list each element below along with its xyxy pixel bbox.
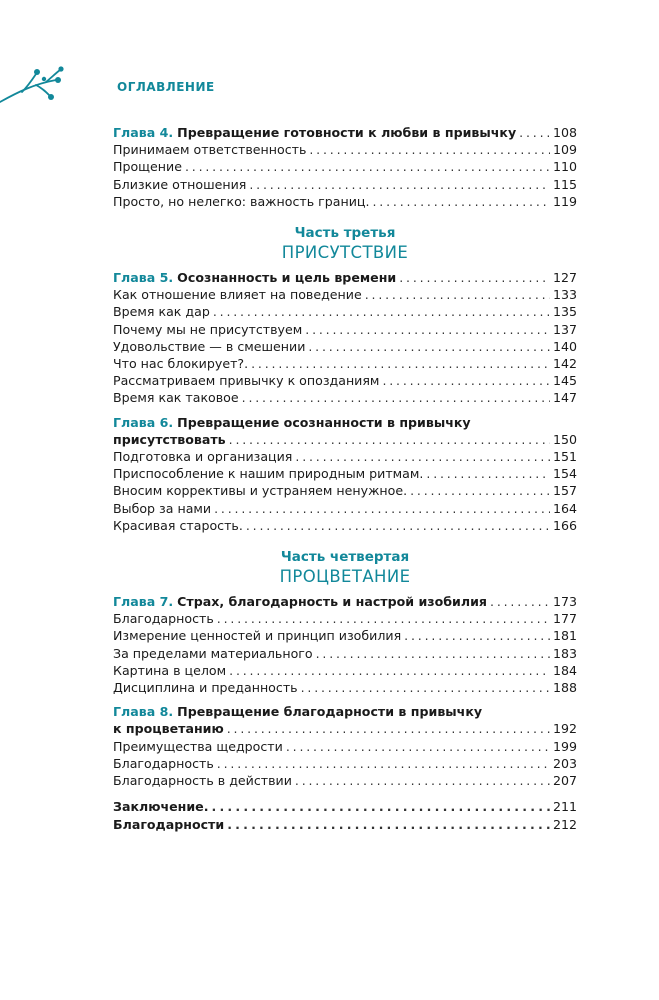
toc-item-text: Прощение	[113, 159, 182, 175]
toc-item-text: Благодарность в действии	[113, 773, 292, 789]
toc-item-text: Почему мы не присутствуем	[113, 321, 303, 337]
page-number: 142	[552, 356, 577, 372]
page-number: 135	[552, 304, 577, 320]
leader-dots	[410, 482, 550, 499]
toc-item[interactable]	[113, 372, 577, 389]
toc-item-text: Удовольствие — в смешении	[113, 338, 306, 354]
leader-dots	[212, 798, 550, 815]
toc-item-text: Заключение.	[113, 799, 209, 815]
toc-item[interactable]	[113, 338, 577, 355]
chapter-entry-line1[interactable]	[113, 414, 577, 431]
toc-item[interactable]	[113, 610, 577, 627]
page-number: 145	[552, 373, 577, 389]
page-number: 109	[552, 142, 577, 158]
page-number: 192	[552, 721, 577, 737]
chapter-title: Превращение готовности к любви в привычку	[177, 125, 517, 140]
leader-dots	[217, 755, 550, 772]
leader-dots	[217, 610, 550, 627]
leader-dots	[242, 389, 550, 406]
page-number: 173	[552, 594, 577, 610]
page-number: 154	[552, 466, 577, 482]
chapter-title: Страх, благодарность и настрой изобилия	[177, 594, 488, 610]
chapter-title-cont: к процветанию	[113, 721, 224, 737]
toc-item[interactable]	[113, 176, 577, 193]
leader-dots	[286, 738, 550, 755]
toc-item-text: Близкие отношения	[113, 176, 247, 192]
leader-dots	[309, 141, 550, 158]
part-number: Часть третья	[294, 225, 396, 242]
page-number: 127	[552, 270, 577, 286]
leader-dots	[399, 269, 550, 286]
leader-dots	[295, 772, 550, 789]
toc-item[interactable]	[113, 679, 577, 696]
page-number: 140	[552, 338, 577, 354]
toc-item-text: Подготовка и организация	[113, 449, 293, 465]
part-title: ПРОЦВЕТАНИЕ	[279, 567, 411, 587]
toc-item[interactable]	[113, 141, 577, 158]
page-number: 181	[552, 628, 577, 644]
chapter-entry[interactable]	[113, 593, 577, 610]
toc-item[interactable]	[113, 482, 577, 499]
toc-item-text: Время как таковое	[113, 390, 239, 406]
leader-dots	[519, 124, 550, 141]
toc-item[interactable]	[113, 321, 577, 338]
toc-item[interactable]	[113, 627, 577, 644]
toc-item[interactable]	[113, 355, 577, 372]
toc-item[interactable]	[113, 645, 577, 662]
toc-item[interactable]	[113, 448, 577, 465]
leader-dots	[490, 593, 550, 610]
page-number: 166	[552, 517, 577, 533]
page-number: 164	[552, 500, 577, 516]
leader-dots	[213, 303, 550, 320]
toc-item-text: Благодарности	[113, 816, 225, 832]
toc-item[interactable]	[113, 517, 577, 534]
leader-dots	[426, 465, 550, 482]
page-number: 108	[552, 125, 577, 140]
page-number: 212	[552, 816, 577, 832]
page-number: 137	[552, 321, 577, 337]
toc-item[interactable]	[113, 662, 577, 679]
page-number: 211	[552, 799, 577, 815]
toc-item-text: Благодарность	[113, 611, 214, 627]
chapter-entry-line1[interactable]	[113, 703, 577, 720]
page-number: 199	[552, 738, 577, 754]
toc-item-text: Вносим коррективы и устраняем ненужное.	[113, 483, 408, 499]
page-number: 147	[552, 390, 577, 406]
toc-item-text: Просто, но нелегко: важность границ.	[113, 193, 370, 209]
chapter-entry-line2[interactable]	[113, 431, 577, 448]
toc-item-text: Что нас блокирует?.	[113, 356, 249, 372]
toc-item-text: Как отношение влияет на поведение	[113, 287, 362, 303]
toc-item-text: Картина в целом	[113, 662, 227, 678]
toc-item-text: Приспособление к нашим природным ритмам.	[113, 466, 424, 482]
table-of-contents	[113, 124, 577, 833]
leader-dots	[246, 517, 550, 534]
page-number: 184	[552, 662, 577, 678]
chapter-title-cont: присутствовать	[113, 431, 226, 447]
page-number: 183	[552, 645, 577, 661]
toc-item-text: Преимущества щедрости	[113, 738, 283, 754]
leader-dots	[229, 431, 550, 448]
leader-dots	[316, 645, 550, 662]
page-number: 203	[552, 755, 577, 771]
page-number: 119	[552, 193, 577, 209]
toc-item[interactable]	[113, 158, 577, 175]
toc-item-text: Выбор за нами	[113, 500, 212, 516]
toc-item-text: За пределами материального	[113, 645, 313, 661]
chapter-title: Осознанность и цель времени	[177, 270, 397, 286]
chapter-entry[interactable]	[113, 124, 577, 141]
chapter-entry-line2[interactable]	[113, 720, 577, 737]
page-number: 133	[552, 287, 577, 303]
leader-dots	[404, 627, 550, 644]
leader-dots	[185, 158, 550, 175]
leader-dots	[382, 372, 550, 389]
page-number: 110	[552, 159, 577, 175]
toc-item-text: Рассматриваем привычку к опозданиям	[113, 373, 380, 389]
page-number: 177	[552, 611, 577, 627]
running-head: ОГЛАВЛЕНИЕ	[117, 80, 215, 94]
part-heading	[113, 224, 577, 263]
chapter-label: Глава 4.	[113, 125, 174, 140]
chapter-title: Превращение осознанности в привычку	[177, 414, 471, 430]
chapter-label: Глава 8.	[113, 704, 174, 720]
leader-dots	[301, 679, 550, 696]
part-heading	[113, 548, 577, 587]
leader-dots	[227, 816, 550, 833]
toc-item[interactable]	[113, 738, 577, 755]
branch-ornament-icon	[0, 58, 80, 108]
part-number: Часть четвертая	[280, 549, 410, 566]
toc-end-entry-acknowledgements[interactable]	[113, 816, 577, 833]
toc-item-text: Принимаем ответственность	[113, 142, 307, 158]
toc-item-text: Измерение ценностей и принцип изобилия	[113, 628, 402, 644]
page-number: 188	[552, 680, 577, 696]
leader-dots	[305, 321, 550, 338]
toc-item[interactable]	[113, 193, 577, 210]
part-title: ПРИСУТСТВИЕ	[281, 243, 409, 263]
chapter-label: Глава 7.	[113, 594, 174, 610]
toc-end-entry-conclusion[interactable]	[113, 798, 577, 815]
leader-dots	[229, 662, 550, 679]
chapter-entry[interactable]	[113, 269, 577, 286]
toc-item[interactable]	[113, 755, 577, 772]
page-number: 157	[552, 483, 577, 499]
page-number: 150	[552, 431, 577, 447]
leader-dots	[295, 448, 550, 465]
leader-dots	[249, 176, 550, 193]
toc-item-text: Благодарность	[113, 755, 214, 771]
leader-dots	[372, 193, 549, 210]
leader-dots	[214, 500, 550, 517]
leader-dots	[365, 286, 550, 303]
toc-item[interactable]	[113, 465, 577, 482]
chapter-title: Превращение благодарности в привычку	[177, 704, 483, 720]
chapter-label: Глава 5.	[113, 270, 174, 286]
toc-item-text: Время как дар	[113, 304, 210, 320]
leader-dots	[227, 720, 550, 737]
toc-item-text: Дисциплина и преданность	[113, 680, 298, 696]
chapter-label: Глава 6.	[113, 414, 174, 430]
toc-item[interactable]	[113, 303, 577, 320]
leader-dots	[251, 355, 550, 372]
toc-item[interactable]	[113, 772, 577, 789]
toc-item[interactable]	[113, 500, 577, 517]
page-number: 207	[552, 773, 577, 789]
toc-item-text: Красивая старость.	[113, 517, 243, 533]
page-number: 115	[552, 176, 577, 192]
leader-dots	[308, 338, 550, 355]
toc-item[interactable]	[113, 286, 577, 303]
toc-item[interactable]	[113, 389, 577, 406]
page-number: 151	[552, 449, 577, 465]
